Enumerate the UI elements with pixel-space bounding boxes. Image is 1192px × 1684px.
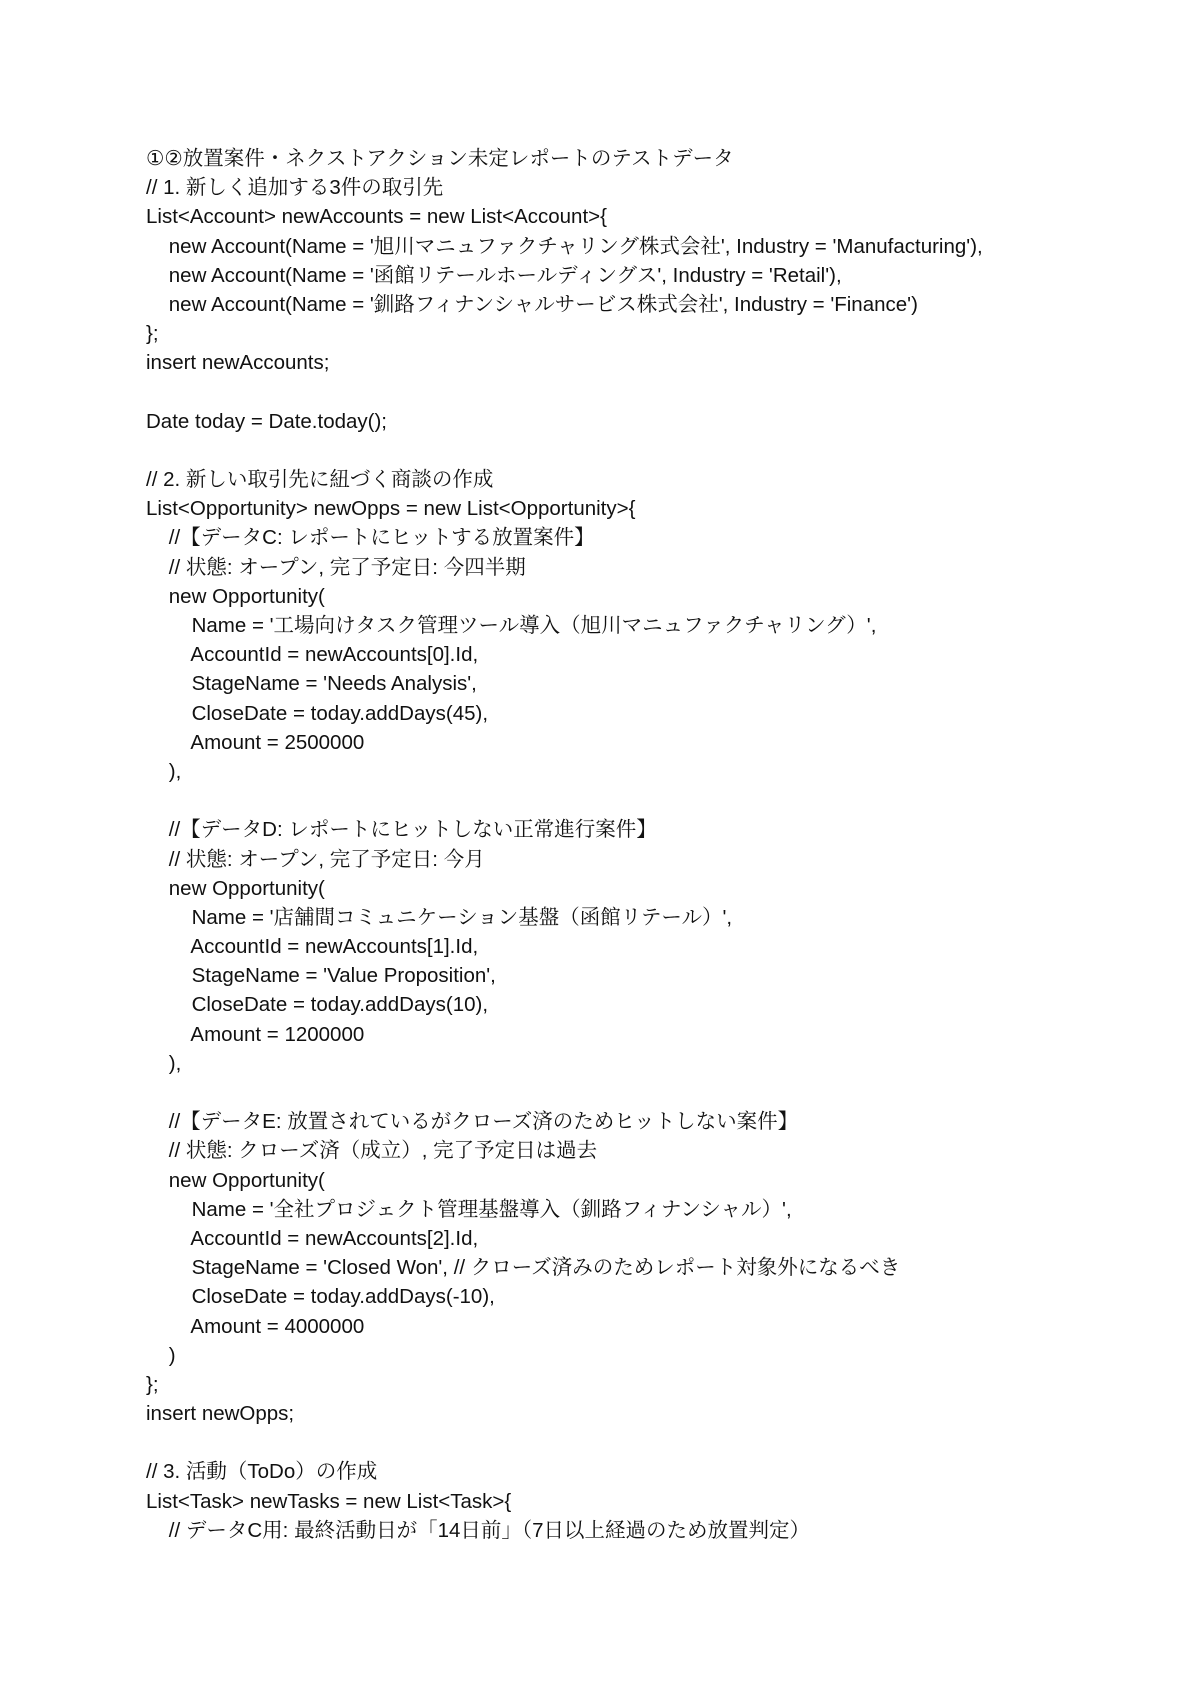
text-line (146, 786, 1106, 815)
text-line: StageName = 'Closed Won', // クローズ済みのためレポート対象外になるべき (146, 1256, 901, 1280)
text-line: //【データD: レポートにヒットしない正常進行案件】 (146, 818, 657, 842)
text-line: }; (146, 1372, 159, 1396)
text-line: Name = '店舗間コミュニケーション基盤（函館リテール）', (146, 905, 733, 929)
text-line (146, 1428, 1106, 1457)
text-line (146, 436, 1106, 465)
text-line: AccountId = newAccounts[1].Id, (146, 935, 479, 959)
text-line: CloseDate = today.addDays(10), (146, 993, 489, 1017)
text-line: StageName = 'Needs Analysis', (146, 672, 477, 696)
text-line: AccountId = newAccounts[0].Id, (146, 643, 479, 667)
text-line: // 3. 活動（ToDo）の作成 (146, 1460, 378, 1484)
text-line: StageName = 'Value Proposition', (146, 964, 496, 988)
text-line: ), (146, 1051, 182, 1075)
text-line: new Opportunity( (146, 1168, 325, 1192)
text-line: //【データE: 放置されているがクローズ済のためヒットしない案件】 (146, 1110, 799, 1134)
text-line: new Account(Name = '釧路フィナンシャルサービス株式会社', Industry = 'Finance') (146, 292, 918, 316)
text-line: Amount = 2500000 (146, 730, 365, 754)
text-line: new Opportunity( (146, 876, 325, 900)
text-line: new Opportunity( (146, 584, 325, 608)
text-line: List<Opportunity> newOpps = new List<Opportunity>{ (146, 497, 636, 521)
document-text (146, 144, 1106, 1545)
text-line: new Account(Name = '旭川マニュファクチャリング株式会社', Industry = 'Manufacturing'), (146, 234, 983, 258)
text-line: // 状態: オープン, 完了予定日: 今月 (146, 847, 485, 871)
text-line: insert newAccounts; (146, 351, 330, 375)
text-line: Name = '工場向けタスク管理ツール導入（旭川マニュファクチャリング）', (146, 614, 877, 637)
text-line: ), (146, 759, 182, 783)
text-line: AccountId = newAccounts[2].Id, (146, 1226, 479, 1250)
text-line: //【データC: レポートにヒットする放置案件】 (146, 526, 595, 550)
text-line: insert newOpps; (146, 1402, 295, 1426)
text-line: List<Task> newTasks = new List<Task>{ (146, 1489, 512, 1513)
text-line (146, 378, 1106, 407)
text-line: // 1. 新しく追加する3件の取引先 (146, 176, 444, 200)
text-line: ) (146, 1343, 176, 1367)
text-line: CloseDate = today.addDays(45), (146, 701, 489, 725)
text-line: Name = '全社プロジェクト管理基盤導入（釧路フィナンシャル）', (146, 1197, 792, 1221)
text-line: new Account(Name = '函館リテールホールディングス', Industry = 'Retail'), (146, 263, 842, 287)
text-line: // 2. 新しい取引先に紐づく商談の作成 (146, 468, 494, 492)
text-line: List<Account> newAccounts = new List<Account>{ (146, 205, 607, 229)
text-line: ①②放置案件・ネクストアクション未定レポートのテストデータ (146, 147, 734, 170)
text-line: // 状態: オープン, 完了予定日: 今四半期 (146, 555, 526, 579)
text-line: // データC用: 最終活動日が「14日前」（7日以上経過のため放置判定） (146, 1518, 811, 1542)
text-line: CloseDate = today.addDays(-10), (146, 1285, 495, 1309)
text-line: Date today = Date.today(); (146, 409, 388, 433)
text-line: // 状態: クローズ済（成立）, 完了予定日は過去 (146, 1139, 598, 1163)
text-line: }; (146, 322, 159, 346)
text-line: Amount = 1200000 (146, 1022, 365, 1046)
text-line (146, 1078, 1106, 1107)
text-line: Amount = 4000000 (146, 1314, 365, 1338)
